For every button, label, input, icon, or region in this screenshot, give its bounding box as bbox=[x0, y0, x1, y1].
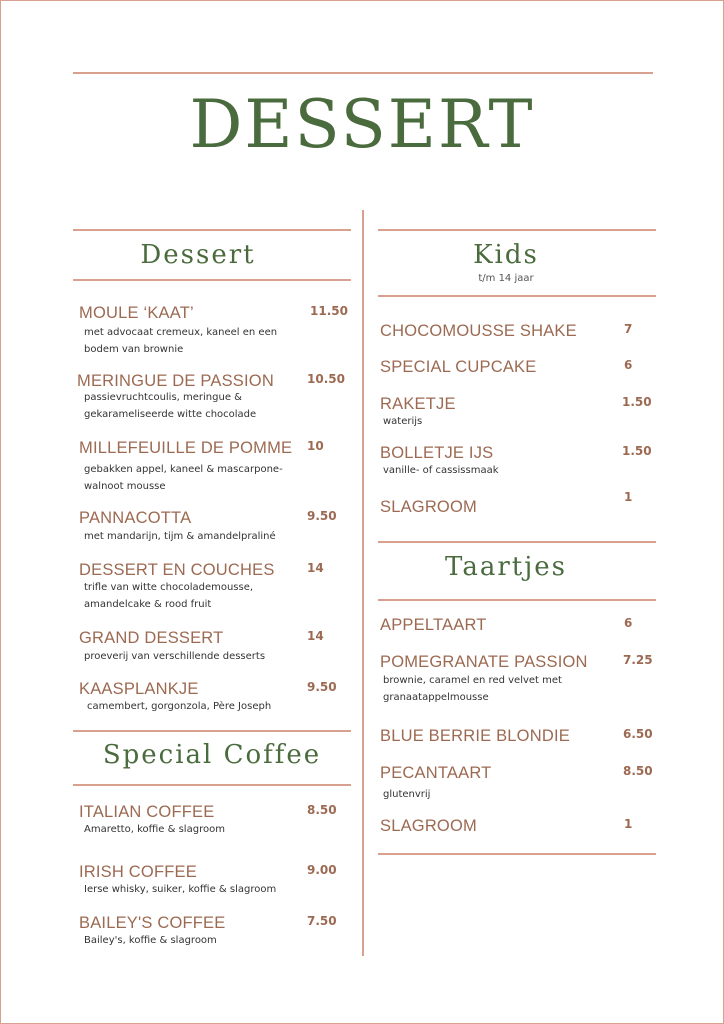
dessert-top-rule bbox=[73, 229, 351, 231]
item-price: 8.50 bbox=[307, 803, 337, 817]
item-desc: glutenvrij bbox=[383, 789, 431, 800]
item-desc: bodem van brownie bbox=[84, 344, 184, 355]
item-price: 1.50 bbox=[622, 395, 652, 409]
item-price: 1.50 bbox=[622, 444, 652, 458]
item-desc: amandelcake & rood fruit bbox=[84, 599, 212, 610]
column-divider bbox=[362, 210, 364, 956]
item-name: SPECIAL CUPCAKE bbox=[380, 358, 537, 376]
item-desc: gebakken appel, kaneel & mascarpone- bbox=[84, 464, 283, 475]
item-desc: granaatappelmousse bbox=[383, 692, 489, 703]
coffee-top-rule bbox=[73, 730, 351, 732]
section-title-kids: Kids bbox=[473, 240, 539, 270]
item-name: PECANTAART bbox=[380, 764, 492, 782]
item-desc: passievruchtcoulis, meringue & bbox=[84, 392, 242, 403]
kids-top-rule bbox=[378, 229, 656, 231]
dessert-bottom-rule bbox=[73, 279, 351, 281]
item-name: BLUE BERRIE BLONDIE bbox=[380, 727, 570, 745]
section-subtitle-kids: t/m 14 jaar bbox=[478, 273, 534, 284]
item-price: 6 bbox=[624, 616, 633, 630]
item-name: MOULE ‘KAAT’ bbox=[79, 304, 194, 322]
item-name: KAASPLANKJE bbox=[79, 680, 199, 698]
item-name: CHOCOMOUSSE SHAKE bbox=[380, 322, 577, 340]
item-price: 7.25 bbox=[623, 653, 653, 667]
taartjes-bottom-rule bbox=[378, 599, 656, 601]
item-desc: vanille- of cassissmaak bbox=[383, 465, 499, 476]
item-price: 14 bbox=[307, 561, 324, 575]
item-name: PANNACOTTA bbox=[79, 509, 192, 527]
page-title: DESSERT bbox=[189, 86, 535, 163]
item-name: BAILEY'S COFFEE bbox=[79, 914, 226, 932]
section-title-dessert: Dessert bbox=[140, 240, 256, 270]
item-desc: Amaretto, koffie & slagroom bbox=[84, 824, 225, 835]
taartjes-top-rule bbox=[378, 541, 656, 543]
item-desc: brownie, caramel en red velvet met bbox=[383, 675, 562, 686]
item-price: 10 bbox=[307, 439, 324, 453]
item-name: APPELTAART bbox=[380, 616, 487, 634]
item-name: GRAND DESSERT bbox=[79, 629, 224, 647]
item-desc: walnoot mousse bbox=[84, 481, 166, 492]
item-name: MILLEFEUILLE DE POMME bbox=[79, 439, 293, 457]
item-desc: waterijs bbox=[383, 416, 423, 427]
item-name: DESSERT EN COUCHES bbox=[79, 561, 275, 579]
item-desc: met advocaat cremeux, kaneel en een bbox=[84, 327, 278, 338]
item-name: BOLLETJE IJS bbox=[380, 444, 494, 462]
section-title-taartjes: Taartjes bbox=[445, 552, 567, 582]
item-desc: met mandarijn, tijm & amandelpraliné bbox=[84, 531, 276, 542]
item-price: 6.50 bbox=[623, 727, 653, 741]
item-desc: gekarameliseerde witte chocolade bbox=[84, 409, 257, 420]
item-name: SLAGROOM bbox=[380, 498, 477, 516]
item-desc: camembert, gorgonzola, Père Joseph bbox=[87, 701, 272, 712]
item-price: 7.50 bbox=[307, 914, 337, 928]
item-name: ITALIAN COFFEE bbox=[79, 803, 215, 821]
item-price: 14 bbox=[307, 629, 324, 643]
item-name: POMEGRANATE PASSION bbox=[380, 653, 588, 671]
item-name: SLAGROOM bbox=[380, 817, 477, 835]
item-price: 9.00 bbox=[307, 863, 337, 877]
section-title-coffee: Special Coffee bbox=[102, 740, 322, 770]
item-name: MERINGUE DE PASSION bbox=[77, 372, 274, 390]
coffee-bottom-rule bbox=[73, 784, 351, 786]
item-price: 9.50 bbox=[307, 509, 337, 523]
item-desc: Bailey's, koffie & slagroom bbox=[84, 935, 217, 946]
item-desc: trifle van witte chocolademousse, bbox=[84, 582, 254, 593]
kids-bottom-rule bbox=[378, 295, 656, 297]
item-name: IRISH COFFEE bbox=[79, 863, 197, 881]
title-top-rule bbox=[73, 72, 653, 74]
item-price: 1 bbox=[624, 817, 633, 831]
item-price: 7 bbox=[624, 322, 633, 336]
item-price: 10.50 bbox=[307, 372, 345, 386]
item-price: 9.50 bbox=[307, 680, 337, 694]
taartjes-end-rule bbox=[378, 853, 656, 855]
item-price: 6 bbox=[624, 358, 633, 372]
item-price: 1 bbox=[624, 490, 633, 504]
item-price: 8.50 bbox=[623, 764, 653, 778]
item-price: 11.50 bbox=[310, 304, 348, 318]
item-name: RAKETJE bbox=[380, 395, 456, 413]
item-desc: proeverij van verschillende desserts bbox=[84, 651, 266, 662]
item-desc: Ierse whisky, suiker, koffie & slagroom bbox=[84, 884, 277, 895]
